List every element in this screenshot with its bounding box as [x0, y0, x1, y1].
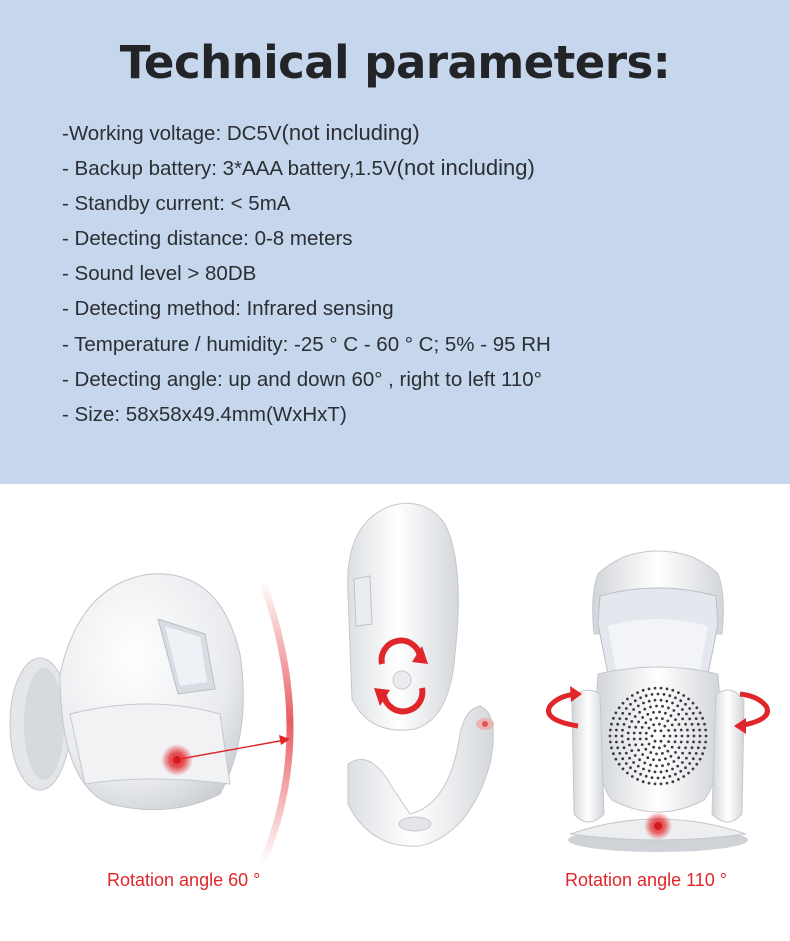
spec-list: [62, 118, 551, 436]
motion-sensor-tilted-image: [0, 484, 300, 864]
spec-item: - Detecting distance: 0-8 meters: [62, 226, 353, 250]
spec-item: - Detecting method: Infrared sensing: [62, 297, 394, 321]
motion-sensor-disassembled-image: [330, 484, 510, 864]
spec-item: - Detecting angle: up and down 60° , right to left 110°: [62, 368, 542, 392]
rotation-caption-left: Rotation angle 60 °: [107, 870, 261, 890]
spec-item: - Sound level > 80DB: [62, 262, 257, 286]
page-title: Technical parameters:: [119, 36, 671, 89]
spec-item: - Standby current: < 5mA: [62, 191, 291, 215]
spec-item: -Working voltage: DC5V(not including): [62, 120, 420, 145]
rotation-caption-right: Rotation angle 110 °: [565, 870, 727, 890]
spec-item: - Backup battery: 3*AAA battery,1.5V(not including): [62, 155, 535, 181]
motion-sensor-front-image: [538, 484, 778, 864]
product-images-section: [0, 484, 790, 941]
spec-item: - Size: 58x58x49.4mm(WxHxT): [62, 403, 347, 427]
spec-item: - Temperature / humidity: -25 ° C - 60 ° C; 5% - 95 RH: [62, 332, 551, 356]
